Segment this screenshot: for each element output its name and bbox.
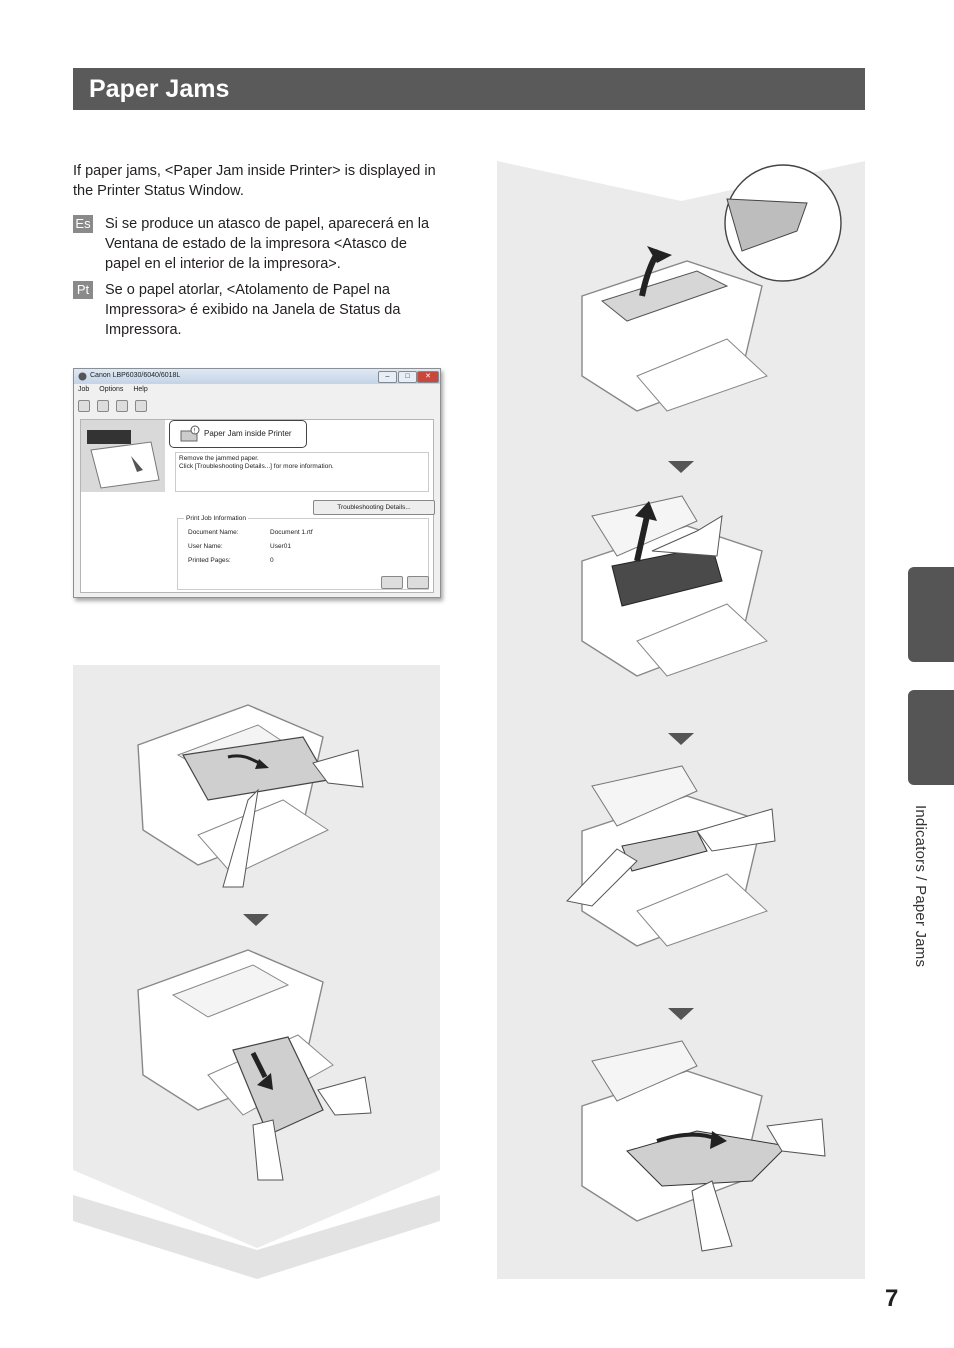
intro-portuguese-text: Se o papel atorlar, <Atolamento de Papel na Impressora> é exibido na Janela de Status da Impressora. bbox=[105, 282, 401, 338]
menu-options[interactable]: Options bbox=[99, 386, 124, 393]
printer-jam-illustration-icon bbox=[81, 420, 165, 492]
minimize-icon[interactable]: – bbox=[378, 371, 397, 383]
page-title: Paper Jams bbox=[89, 75, 230, 103]
troubleshooting-details-button[interactable]: Troubleshooting Details... bbox=[313, 500, 435, 515]
maximize-icon[interactable]: □ bbox=[398, 371, 417, 383]
menu-bar bbox=[78, 386, 156, 393]
field-value: User01 bbox=[270, 543, 291, 550]
cancel-job-icon[interactable] bbox=[407, 576, 429, 589]
toolbar-document-icon[interactable] bbox=[78, 400, 90, 412]
alert-printer-icon bbox=[180, 425, 200, 443]
side-chapter-label: Indicators / Paper Jams bbox=[912, 805, 929, 968]
field-label: User Name: bbox=[188, 543, 223, 550]
status-pane bbox=[80, 419, 434, 593]
printer-thumbnail bbox=[81, 420, 165, 492]
lang-tag-pt: Pt bbox=[73, 281, 93, 299]
intro-portuguese bbox=[73, 280, 453, 340]
left-illustration-panel bbox=[73, 665, 440, 1279]
menu-help[interactable]: Help bbox=[133, 386, 148, 393]
toolbar-refresh-icon[interactable] bbox=[97, 400, 109, 412]
field-value: Document 1.rtf bbox=[270, 529, 313, 536]
field-label: Document Name: bbox=[188, 529, 239, 536]
message-line-1: Remove the jammed paper. bbox=[179, 455, 259, 462]
toolbar bbox=[78, 400, 152, 414]
field-value: 0 bbox=[270, 557, 274, 564]
page-number: 7 bbox=[885, 1285, 899, 1312]
svg-text:!: ! bbox=[193, 428, 196, 435]
section-title-bar bbox=[73, 68, 865, 110]
chapter-tab[interactable] bbox=[908, 567, 954, 662]
toolbar-settings-icon[interactable] bbox=[135, 400, 147, 412]
window-title: Canon LBP6030/6040/6018L bbox=[90, 372, 181, 379]
job-list-icon[interactable] bbox=[381, 576, 403, 589]
printer-icon bbox=[78, 372, 87, 381]
close-icon[interactable]: ✕ bbox=[417, 371, 439, 383]
window-titlebar bbox=[74, 369, 440, 384]
intro-english: If paper jams, <Paper Jam inside Printer> is displayed in the Printer Status Window. bbox=[73, 163, 436, 199]
menu-job[interactable]: Job bbox=[78, 386, 90, 393]
intro-spanish-text: Si se produce un atasco de papel, aparecerá en la Ventana de estado de la impresora <Atasco de papel en el interior de la impresora>. bbox=[105, 216, 430, 272]
message-line-2: Click [Troubleshooting Details...] for more information. bbox=[179, 463, 334, 470]
field-label: Printed Pages: bbox=[188, 557, 231, 564]
message-box bbox=[175, 452, 429, 492]
lang-tag-es: Es bbox=[73, 215, 93, 233]
job-info-caption: Print Job Information bbox=[186, 515, 246, 522]
chapter-tab-active[interactable] bbox=[908, 690, 954, 785]
toolbar-network-icon[interactable] bbox=[116, 400, 128, 412]
alert-text: Paper Jam inside Printer bbox=[204, 429, 292, 438]
intro-spanish bbox=[73, 214, 453, 274]
printer-status-window bbox=[73, 368, 441, 598]
right-illustration-panel bbox=[497, 161, 865, 1279]
alert-box bbox=[169, 420, 307, 448]
